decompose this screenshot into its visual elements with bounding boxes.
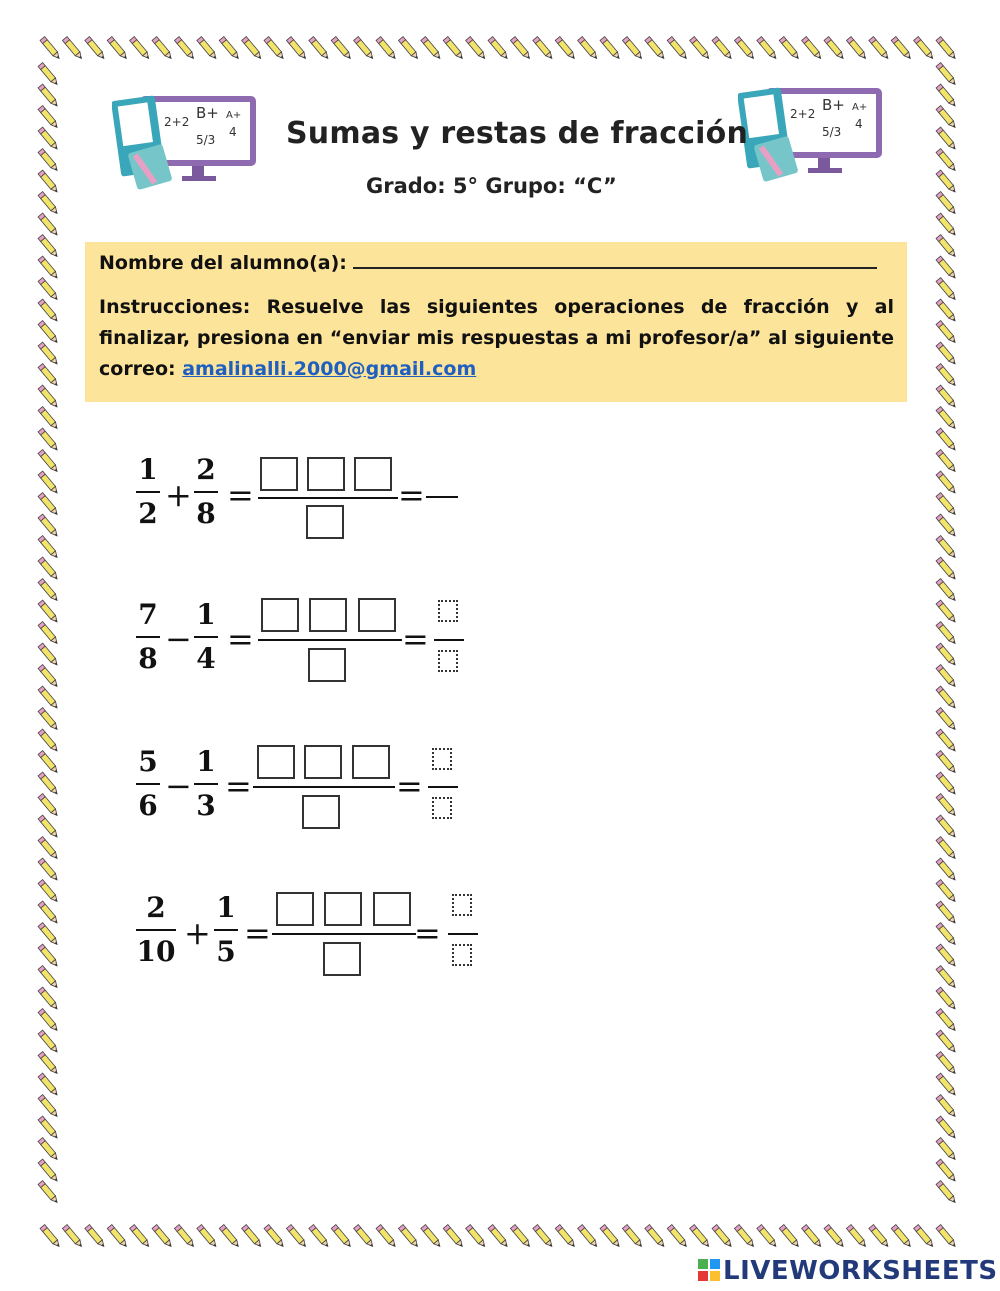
svg-text:4: 4 [855, 117, 863, 131]
pencil-icon [824, 37, 845, 61]
liveworksheets-logo-icon [698, 1259, 720, 1281]
pencil-icon [712, 1225, 733, 1249]
pencil-icon [936, 428, 957, 452]
pencil-icon [846, 1225, 867, 1249]
pencil-icon [38, 794, 59, 818]
pencil-icon [936, 1116, 957, 1140]
pencil-icon [38, 751, 59, 775]
pencil-icon [38, 514, 59, 538]
equals-sign: = [225, 767, 252, 805]
pencil-icon [690, 37, 711, 61]
pencil-icon [936, 106, 957, 130]
pencil-icon [578, 1225, 599, 1249]
numerator-box-2[interactable] [307, 457, 345, 491]
pencil-icon [38, 901, 59, 925]
svg-text:B+: B+ [822, 96, 845, 114]
pencil-icon [38, 63, 59, 87]
pencil-icon [936, 1009, 957, 1033]
pencil-icon [936, 772, 957, 796]
pencil-icon [533, 37, 554, 61]
email-link[interactable]: amalinalli.2000@gmail.com [182, 358, 477, 380]
pencil-icon [62, 37, 83, 61]
classroom-computer-icon-right [738, 84, 888, 184]
denominator-box[interactable] [306, 505, 344, 539]
pencil-icon [936, 342, 957, 366]
pencil-icon [936, 471, 957, 495]
svg-text:5/3: 5/3 [822, 125, 842, 139]
pencil-icon [38, 686, 59, 710]
simplified-fraction-bar [434, 639, 464, 641]
pencil-icon [533, 1225, 554, 1249]
pencil-icon [38, 407, 59, 431]
pencil-icon [38, 106, 59, 130]
equals-sign: = [244, 914, 271, 952]
pencil-icon [443, 37, 464, 61]
pencil-icon [398, 1225, 419, 1249]
pencil-icon [936, 600, 957, 624]
pencil-icon [38, 622, 59, 646]
pencil-icon [936, 579, 957, 603]
pencil-icon [174, 37, 195, 61]
pencil-icon [38, 213, 59, 237]
pencil-icon [802, 37, 823, 61]
pencil-icon [936, 987, 957, 1011]
student-name-line [99, 252, 877, 274]
classroom-computer-icon [112, 92, 262, 192]
pencil-icon [38, 170, 59, 194]
pencil-icon [38, 557, 59, 581]
pencil-icon [38, 1159, 59, 1183]
pencil-icon [38, 385, 59, 409]
instructions [99, 292, 894, 385]
pencil-icon [197, 37, 218, 61]
pencil-icon [354, 1225, 375, 1249]
pencil-icon [936, 84, 957, 108]
pencil-icon [219, 1225, 240, 1249]
fraction-a: 7 8 [136, 600, 160, 674]
pencil-icon [936, 815, 957, 839]
pencil-icon [936, 213, 957, 237]
svg-text:4: 4 [229, 125, 237, 139]
pencil-icon [38, 471, 59, 495]
pencil-icon [309, 37, 330, 61]
equals-sign: = [396, 767, 423, 805]
operator: + [184, 914, 211, 952]
pencil-icon [38, 665, 59, 689]
svg-text:2+2: 2+2 [790, 107, 816, 121]
pencil-icon [38, 493, 59, 517]
svg-text:A+: A+ [852, 102, 868, 113]
pencil-icon [869, 1225, 890, 1249]
pencil-icon [510, 37, 531, 61]
pencil-icon [38, 837, 59, 861]
pencil-icon [107, 37, 128, 61]
pencil-icon [936, 364, 957, 388]
pencil-icon [936, 1159, 957, 1183]
pencil-icon [779, 37, 800, 61]
pencil-icon [712, 37, 733, 61]
pencil-icon [38, 299, 59, 323]
numerator-box-1[interactable] [276, 892, 314, 926]
pencil-icon [600, 1225, 621, 1249]
pencil-icon [779, 1225, 800, 1249]
pencil-icon [38, 127, 59, 151]
instructions-text: Instrucciones: Resuelve las siguientes operaciones de fracción y al finalizar, presiona en “enviar mis respuestas a mi profesor/a” al siguiente correo: [99, 296, 894, 380]
pencil-icon [242, 1225, 263, 1249]
pencil-icon [443, 1225, 464, 1249]
pencil-icon [85, 37, 106, 61]
pencil-icon [936, 643, 957, 667]
pencil-icon [936, 1095, 957, 1119]
pencil-icon [936, 901, 957, 925]
pencil-icon [578, 37, 599, 61]
pencil-icon [757, 1225, 778, 1249]
equals-sign: = [227, 620, 254, 658]
denominator-box[interactable] [323, 942, 361, 976]
pencil-icon [38, 256, 59, 280]
pencil-icon [936, 966, 957, 990]
pencil-icon [309, 1225, 330, 1249]
pencil-icon [354, 37, 375, 61]
equals-sign: = [398, 476, 425, 514]
pencil-icon [286, 37, 307, 61]
pencil-icon [38, 858, 59, 882]
pencil-icon [219, 37, 240, 61]
pencil-icon [690, 1225, 711, 1249]
fraction-b: 1 4 [194, 600, 218, 674]
pencil-icon [936, 192, 957, 216]
pencil-icon [936, 708, 957, 732]
fraction-b: 2 8 [194, 455, 218, 529]
pencil-icon [622, 37, 643, 61]
pencil-icon [936, 557, 957, 581]
pencil-icon [734, 1225, 755, 1249]
fraction-b: 1 5 [214, 893, 238, 967]
pencil-icon [40, 37, 61, 61]
numerator-box-2[interactable] [324, 892, 362, 926]
equals-sign: = [414, 914, 441, 952]
simplified-numerator-box[interactable] [438, 600, 458, 622]
pencil-icon [38, 729, 59, 753]
pencil-icon [38, 192, 59, 216]
pencil-icon [398, 37, 419, 61]
pencil-icon [130, 37, 151, 61]
pencil-icon [38, 1181, 59, 1205]
numerator-box-1[interactable] [260, 457, 298, 491]
pencil-icon [936, 751, 957, 775]
pencil-icon [38, 923, 59, 947]
pencil-icon [130, 1225, 151, 1249]
pencil-icon [38, 1138, 59, 1162]
pencil-icon [466, 1225, 487, 1249]
pencil-icon [488, 37, 509, 61]
pencil-icon [802, 1225, 823, 1249]
numerator-box-3[interactable] [352, 745, 390, 779]
pencil-icon [555, 37, 576, 61]
pencil-icon [936, 127, 957, 151]
pencil-icon [645, 1225, 666, 1249]
pencil-icon [936, 37, 957, 61]
pencil-icon [667, 1225, 688, 1249]
pencil-icon [936, 1181, 957, 1205]
pencil-icon [846, 37, 867, 61]
pencil-icon [936, 665, 957, 689]
pencil-icon [936, 407, 957, 431]
pencil-icon [38, 1095, 59, 1119]
pencil-icon [38, 1073, 59, 1097]
pencil-icon [869, 37, 890, 61]
pencil-icon [936, 149, 957, 173]
pencil-icon [914, 37, 935, 61]
pencil-icon [936, 1073, 957, 1097]
pencil-icon [936, 63, 957, 87]
fraction-a: 2 10 [136, 891, 176, 968]
pencil-icon [376, 37, 397, 61]
pencil-icon [38, 321, 59, 345]
pencil-icon [62, 1225, 83, 1249]
simplified-denominator-box[interactable] [452, 944, 472, 966]
pencil-icon [824, 1225, 845, 1249]
simplified-fraction-bar [448, 933, 478, 935]
student-name-label: Nombre del alumno(a): [99, 252, 347, 274]
fraction-bar [258, 497, 398, 499]
pencil-icon [242, 37, 263, 61]
pencil-icon [38, 450, 59, 474]
pencil-icon [936, 686, 957, 710]
numerator-box-1[interactable] [257, 745, 295, 779]
simplified-fraction-bar [428, 786, 458, 788]
pencil-icon [38, 235, 59, 259]
pencil-icon [891, 1225, 912, 1249]
operator: − [165, 767, 192, 805]
liveworksheets-logo [698, 1256, 998, 1286]
fraction-bar [253, 786, 395, 788]
pencil-icon [38, 1116, 59, 1140]
pencil-icon [38, 880, 59, 904]
pencil-icon [174, 1225, 195, 1249]
pencil-icon [936, 923, 957, 947]
pencil-icon [936, 1138, 957, 1162]
simplified-numerator-box[interactable] [452, 894, 472, 916]
pencil-icon [421, 1225, 442, 1249]
pencil-icon [936, 1030, 957, 1054]
pencil-icon [734, 37, 755, 61]
simplified-denominator-box[interactable] [438, 650, 458, 672]
pencil-icon [152, 1225, 173, 1249]
pencil-icon [38, 966, 59, 990]
pencil-icon [936, 837, 957, 861]
pencil-icon [421, 37, 442, 61]
svg-text:B+: B+ [196, 104, 219, 122]
pencil-icon [936, 729, 957, 753]
pencil-icon [264, 1225, 285, 1249]
fraction-a: 5 6 [136, 747, 160, 821]
equals-sign: = [402, 620, 429, 658]
pencil-icon [38, 600, 59, 624]
pencil-icon [936, 493, 957, 517]
grade-group-label: Grado: 5° Grupo: “C” [366, 174, 617, 198]
pencil-icon [936, 321, 957, 345]
pencil-icon [38, 579, 59, 603]
pencil-icon [936, 235, 957, 259]
pencil-icon [510, 1225, 531, 1249]
pencil-icon [936, 278, 957, 302]
pencil-icon [38, 1030, 59, 1054]
pencil-icon [331, 37, 352, 61]
numerator-box-1[interactable] [261, 598, 299, 632]
pencil-icon [936, 622, 957, 646]
pencil-icon [38, 1009, 59, 1033]
student-name-blank [353, 253, 877, 269]
operator: + [165, 476, 192, 514]
pencil-icon [914, 1225, 935, 1249]
denominator-box[interactable] [302, 795, 340, 829]
brand-text: LIVEWORKSHEETS [723, 1256, 998, 1286]
pencil-icon [376, 1225, 397, 1249]
pencil-icon [936, 794, 957, 818]
pencil-icon [936, 514, 957, 538]
pencil-icon [936, 858, 957, 882]
pencil-icon [38, 815, 59, 839]
equals-sign: = [227, 476, 254, 514]
simplified-numerator-box[interactable] [432, 748, 452, 770]
numerator-box-2[interactable] [304, 745, 342, 779]
pencil-icon [38, 1052, 59, 1076]
pencil-icon [38, 643, 59, 667]
pencil-icon [936, 536, 957, 560]
fraction-a: 1 2 [136, 455, 160, 529]
pencil-icon [936, 450, 957, 474]
pencil-icon [667, 37, 688, 61]
pencil-icon [600, 37, 621, 61]
pencil-icon [38, 84, 59, 108]
pencil-icon [645, 37, 666, 61]
fraction-bar [272, 933, 416, 935]
pencil-icon [38, 708, 59, 732]
pencil-icon [38, 428, 59, 452]
pencil-icon [38, 149, 59, 173]
pencil-icon [622, 1225, 643, 1249]
pencil-icon [488, 1225, 509, 1249]
operator: − [165, 620, 192, 658]
denominator-box[interactable] [308, 648, 346, 682]
fraction-bar [258, 639, 402, 641]
pencil-icon [891, 37, 912, 61]
pencil-icon [936, 385, 957, 409]
pencil-icon [936, 170, 957, 194]
svg-text:A+: A+ [226, 110, 242, 121]
simplified-denominator-box[interactable] [432, 797, 452, 819]
pencil-icon [936, 1225, 957, 1249]
numerator-box-3[interactable] [373, 892, 411, 926]
pencil-icon [757, 37, 778, 61]
pencil-icon [38, 944, 59, 968]
pencil-icon [264, 37, 285, 61]
pencil-icon [555, 1225, 576, 1249]
pencil-icon [38, 278, 59, 302]
numerator-box-3[interactable] [358, 598, 396, 632]
pencil-icon [936, 299, 957, 323]
simplified-answer-dash [426, 496, 458, 498]
pencil-icon [38, 342, 59, 366]
pencil-icon [286, 1225, 307, 1249]
pencil-icon [40, 1225, 61, 1249]
pencil-icon [331, 1225, 352, 1249]
svg-text:5/3: 5/3 [196, 133, 216, 147]
pencil-icon [38, 772, 59, 796]
numerator-box-2[interactable] [309, 598, 347, 632]
info-box [85, 242, 907, 402]
pencil-icon [38, 536, 59, 560]
pencil-icon [936, 944, 957, 968]
fraction-b: 1 3 [194, 747, 218, 821]
svg-text:2+2: 2+2 [164, 115, 190, 129]
pencil-icon [936, 880, 957, 904]
pencil-icon [38, 364, 59, 388]
numerator-box-3[interactable] [354, 457, 392, 491]
pencil-icon [107, 1225, 128, 1249]
pencil-icon [38, 987, 59, 1011]
pencil-icon [152, 37, 173, 61]
pencil-icon [85, 1225, 106, 1249]
pencil-icon [936, 1052, 957, 1076]
pencil-icon [466, 37, 487, 61]
page-title: Sumas y restas de fracción [286, 116, 749, 151]
pencil-icon [197, 1225, 218, 1249]
pencil-icon [936, 256, 957, 280]
